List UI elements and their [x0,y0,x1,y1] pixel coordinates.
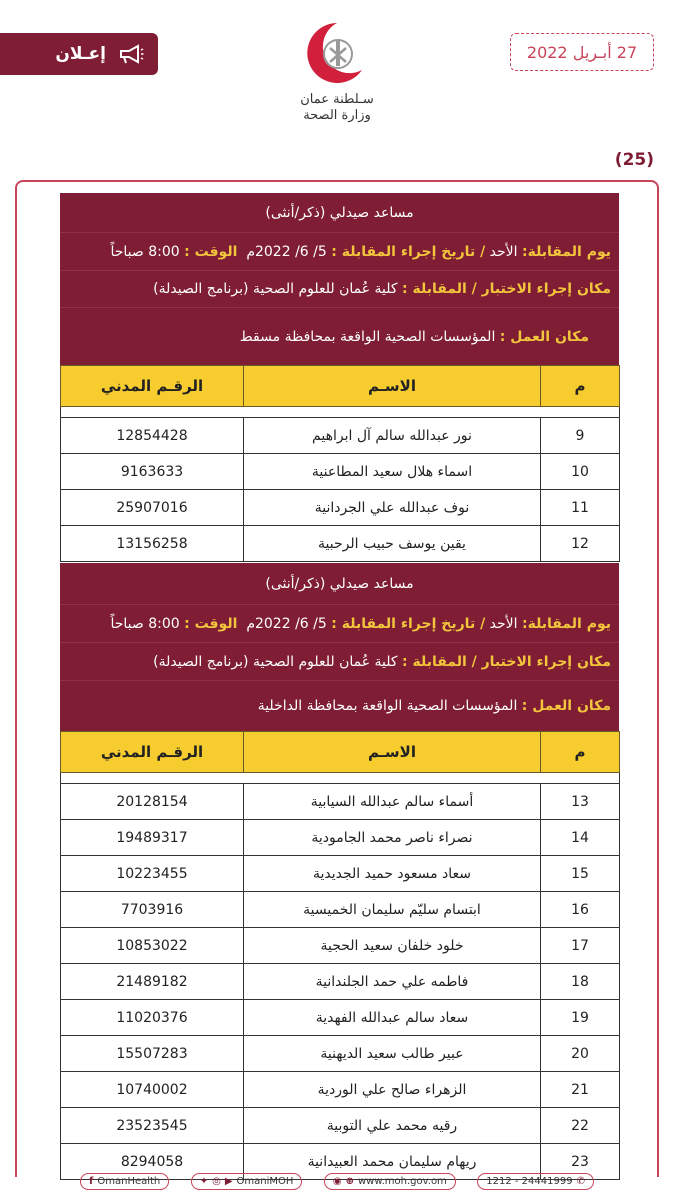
time-value: 8:00 صباحاً [110,615,180,632]
date-text: 27 أبـريل 2022 [526,42,638,62]
work-value: المؤسسات الصحية الواقعة بمحافظة مسقط [239,328,496,345]
social-handle: OmaniMOH [236,1175,294,1187]
row-num: 19 [541,1000,620,1036]
row-num: 13 [541,784,620,820]
row-name: نوف عبدالله علي الجردانية [244,490,541,526]
phone-icon: ✆ [576,1175,585,1187]
job-title: مساعد صيدلي (ذكر/أنثى) [265,575,414,592]
row-num: 23 [541,1144,620,1180]
announcement-label: إعـلان [55,44,106,64]
instagram-icon: ◎ [212,1175,221,1187]
date-label: / تاريخ إجراء المقابلة : [331,615,486,632]
table-row [61,928,620,964]
row-num: 14 [541,820,620,856]
job-title: مساعد صيدلي (ذكر/أنثى) [265,204,414,221]
date-label: / تاريخ إجراء المقابلة : [331,243,486,260]
facebook-link[interactable] [80,1173,169,1190]
table-row [61,892,620,928]
day-label: يوم المقابلة: [521,615,611,632]
twitter-icon: ✦ [199,1175,209,1187]
place-value: كلية عُمان للعلوم الصحية (برنامج الصيدلة) [153,281,398,297]
row-name: ريهام سليمان محمد العبيدانية [244,1144,541,1180]
row-name: الزهراء صالح علي الوردية [244,1072,541,1108]
row-num: 20 [541,1036,620,1072]
col-header-id: الرقـم المدني [61,732,244,773]
row-id: 20128154 [61,784,244,820]
table-row [61,964,620,1000]
youtube-icon: ▶ [224,1175,233,1187]
announcement-badge [0,33,158,75]
ministry-logo [272,18,402,138]
table-header-row [61,366,620,407]
row-num: 9 [541,418,620,454]
row-num: 11 [541,490,620,526]
row-name: سعاد مسعود حميد الجديدية [244,856,541,892]
place-label: مكان إجراء الاختبار / المقابلة : [402,653,611,670]
social-links[interactable] [191,1173,303,1190]
row-name: أسماء سالم عبدالله السيابية [244,784,541,820]
row-id: 8294058 [61,1144,244,1180]
row-name: ابتسام سليّم سليمان الخميسية [244,892,541,928]
work-value: المؤسسات الصحية الواقعة بمحافظة الداخلية [257,698,518,714]
logo-text-line2: وزارة الصحة [303,108,371,123]
section-dakhiliyah [60,563,619,1180]
row-name: اسماء هلال سعيد المطاعنية [244,454,541,490]
row-num: 18 [541,964,620,1000]
table-row [61,820,620,856]
interview-date-row [60,233,619,271]
row-num: 15 [541,856,620,892]
col-header-name: الاسـم [244,366,541,407]
day-value: الأحد [489,243,518,260]
row-num: 16 [541,892,620,928]
row-name: يقين يوسف حبيب الرحبية [244,526,541,562]
phone-number: 1212 - 24441999 [486,1175,573,1187]
table-row [61,526,620,562]
job-banner [60,563,619,731]
footer-contacts [80,1170,594,1192]
row-id: 10223455 [61,856,244,892]
page-number: (25) [614,150,654,170]
crescent-emblem-icon [302,18,372,88]
row-name: فاطمه علي حمد الجلندانية [244,964,541,1000]
day-label: يوم المقابلة: [521,243,611,260]
row-num: 17 [541,928,620,964]
table-row [61,1000,620,1036]
row-id: 15507283 [61,1036,244,1072]
globe-icon: ⊕ [345,1175,354,1187]
row-id: 9163633 [61,454,244,490]
row-num: 10 [541,454,620,490]
date-value: 5/ 6/ 2022م [246,615,327,632]
time-label: الوقت : [184,615,238,632]
col-header-name: الاسـم [244,732,541,773]
day-value: الأحد [489,615,518,632]
phone-link[interactable] [477,1173,594,1190]
col-header-num: م [541,732,620,773]
job-title-row [60,193,619,233]
job-title-row [60,563,619,605]
row-name: سعاد سالم عبدالله الفهدية [244,1000,541,1036]
section-muscat [60,193,619,562]
table-row [61,784,620,820]
table-row [61,856,620,892]
candidates-table [60,365,620,562]
row-name: عبير طالب سعيد الديهنية [244,1036,541,1072]
row-id: 7703916 [61,892,244,928]
table-row [61,490,620,526]
megaphone-icon [118,43,144,65]
table-row [61,1072,620,1108]
website-url: www.moh.gov.om [357,1175,447,1187]
table-row [61,418,620,454]
table-row [61,1108,620,1144]
row-num: 12 [541,526,620,562]
row-id: 10740002 [61,1072,244,1108]
col-header-id: الرقـم المدني [61,366,244,407]
place-label: مكان إجراء الاختبار / المقابلة : [402,281,611,297]
candidates-table [60,731,620,1180]
work-label: مكان العمل : [499,328,589,345]
row-id: 10853022 [61,928,244,964]
row-id: 11020376 [61,1000,244,1036]
website-link[interactable] [324,1173,456,1190]
app-icon: ◉ [332,1175,342,1187]
time-value: 8:00 صباحاً [110,243,180,260]
row-num: 22 [541,1108,620,1144]
job-banner [60,193,619,365]
table-header-row [61,732,620,773]
work-place-row [60,308,619,365]
exam-place-row [60,271,619,308]
place-value: كلية عُمان للعلوم الصحية (برنامج الصيدلة) [153,653,398,670]
row-id: 23523545 [61,1108,244,1144]
row-id: 12854428 [61,418,244,454]
row-id: 19489317 [61,820,244,856]
logo-text-line1: سـلطنة عمان [300,92,374,107]
row-num: 21 [541,1072,620,1108]
exam-place-row [60,643,619,681]
row-name: خلود خلفان سعيد الحجية [244,928,541,964]
table-row [61,1036,620,1072]
work-place-row [60,681,619,731]
row-name: رقيه محمد علي التوبية [244,1108,541,1144]
table-row [61,454,620,490]
row-id: 25907016 [61,490,244,526]
col-header-num: م [541,366,620,407]
date-badge [510,33,654,71]
row-id: 21489182 [61,964,244,1000]
date-value: 5/ 6/ 2022م [246,243,327,260]
work-label: مكان العمل : [521,698,611,714]
row-name: نور عبدالله سالم آل ابراهيم [244,418,541,454]
interview-date-row [60,605,619,643]
facebook-handle: OmanHealth [97,1175,161,1187]
row-name: نصراء ناصر محمد الجامودية [244,820,541,856]
facebook-icon: f [89,1175,94,1187]
row-id: 13156258 [61,526,244,562]
time-label: الوقت : [184,243,238,260]
